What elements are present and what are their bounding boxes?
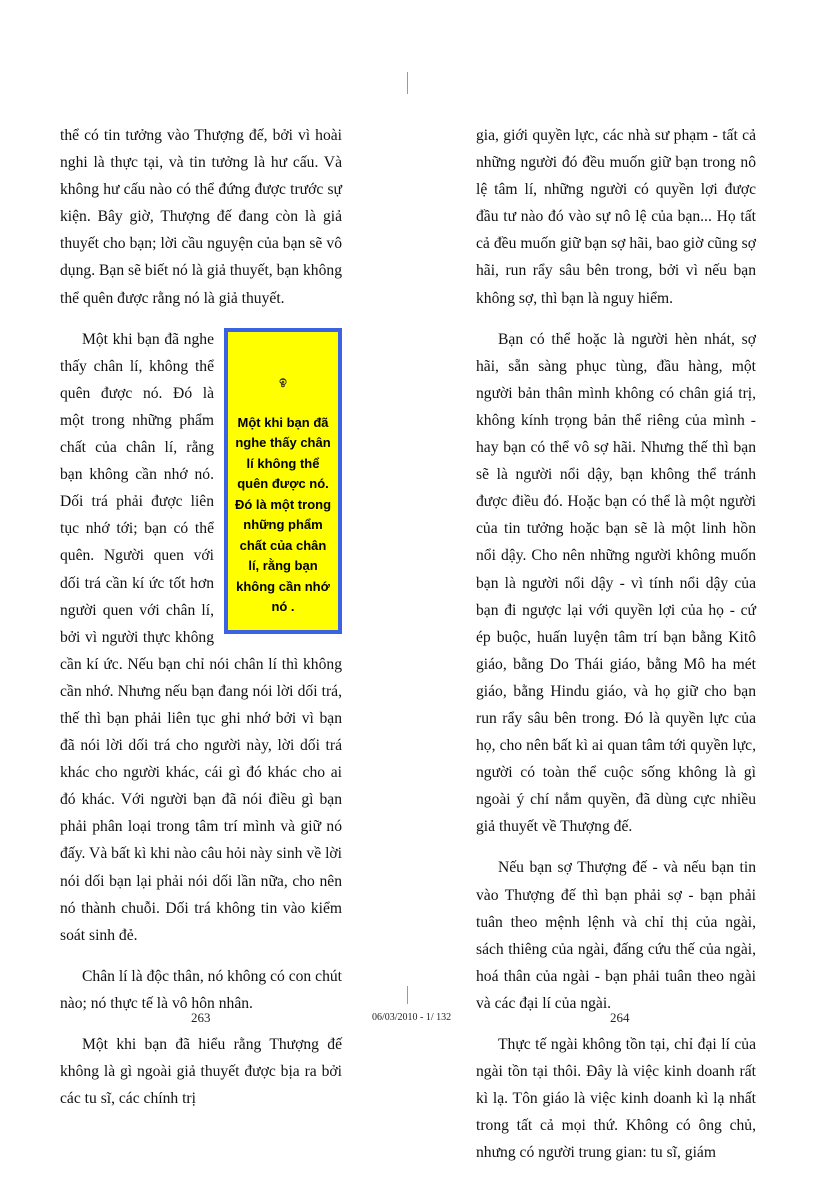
paragraph: thể có tin tưởng vào Thượng đế, bởi vì hoài nghi là thực tại, và tin tưởng là hư cấu. Và không hư cấu nào có thể đứng được trước sự kiện. Bây giờ, Thượng đế đang còn là giả thuyết cho bạn; lời cầu nguyện của bạn sẽ vô dụng. Bạn sẽ biết nó là giả thuyết, bạn không thể quên được rằng nó là giả thuyết. [60,127,342,307]
paragraph: Một khi bạn đã nghe thấy chân lí, không thể quên được nó. Đó là một trong những phẩm chất của chân lí, rằng bạn không cần nhớ nó. Dối trá phải được liên tục nhớ tới; bạn có thể quên. Người quen với dối trá cần kí ức tốt hơn người quen với chân lí, bởi vì người thực không cần kí ức. Nếu bạn chỉ nói chân lí thì không cần nhớ. Nhưng nếu bạn đang nói lời dối trá, thế thì bạn phải liên tục ghi nhớ bởi vì bạn đã nói lời dối trá cho người này, lời dối trá khác cho người khác, cái gì đó khác cho ai đó khác. Với người bạn đã nói điều gì bạn phải phân loại trong tâm trí mình và giữ nó đấy. Và bất kì khi nào câu hỏi này sinh về lời nói dối bạn lại phải nói dối lần nữa, cho nên nó thành chuỗi. Dối trá không tin vào kiểm soát sinh đẻ. [60,330,342,944]
paragraph: Một khi bạn đã hiểu rằng Thượng đế không là gì ngoài giả thuyết được bịa ra bởi các tu sĩ, các chính trị [60,1036,342,1108]
paragraph: Chân lí là độc thân, nó không có con chút nào; nó thực tế là vô hôn nhân. [60,967,342,1012]
paragraph: gia, giới quyền lực, các nhà sư phạm - tất cả những người đó đều muốn giữ bạn trong nô lệ tâm lí, những người có quyền lợi được đầu tư nào đó vào sự nô lệ của bạn... Họ tất cả đều muốn giữ bạn sợ hãi, bao giờ cũng sợ hãi, run rẩy sâu bên trong, bởi vì nếu bạn không sợ, thì bạn là nguy hiểm. [476,127,756,307]
paragraph: Thực tế ngài không tồn tại, chỉ đại lí của ngài tồn tại thôi. Đây là việc kinh doanh rất kì lạ. Tôn giáo là việc kinh doanh kì lạ nhất trong tất cả mọi thứ. Không có ông chủ, nhưng có người trung gian: tu sĩ, giám [476,1036,756,1162]
page-number-right: 264 [610,1010,630,1025]
paragraph: Nếu bạn sợ Thượng đế - và nếu bạn tin vào Thượng đế thì bạn phải sợ - bạn phải tuân theo mệnh lệnh và chỉ thị của ngài, sách thiêng của ngài, đấng cứu thế của ngài, hoá thân của ngài - bạn phải tuân theo ngài và các đại lí của ngài. [476,859,756,1012]
ornament-icon: ඉ [279,373,287,388]
page-divider-bottom [407,986,408,1004]
paragraph: Bạn có thể hoặc là người hèn nhát, sợ hãi, sẵn sàng phục tùng, đầu hàng, một người bản thân mình không có chân giá trị, không kính trọng bản thể riêng của mình - hay bạn có thể vô sợ hãi. Nhưng thế thì bạn sẽ là người nổi dậy, bạn không thể tránh được điều đó. Hoặc bạn có thể là một người của tin tưởng hoặc bạn sẽ là một linh hồn nổi dậy. Cho nên những người không muốn bạn là người nổi dậy - vì tính nổi dậy của bạn đi ngược lại với quyền lợi của họ - cứ ép buộc, huấn luyện tâm trí bạn bằng Kitô giáo, bằng Do Thái giáo, bằng Mô ha mét giáo, bằng Hindu giáo, và họ giữ cho bạn run rẩy sâu bên trong. Đó là quyền lực của họ, cho nên bất kì ai quan tâm tới quyền lực, người có toàn thể cuộc sống không là gì ngoài ý chí nắm quyền, đã dùng cực nhiều giả thuyết về Thượng đế. [476,330,756,836]
quote-text: Một khi bạn đã nghe thấy chân lí không thể quên được nó. Đó là một trong những phẩm chất của chân lí, rằng bạn không cần nhớ nó . [234,414,332,615]
quote-box [224,328,342,634]
page-number-left: 263 [191,1010,211,1025]
footer-date: 06/03/2010 - 1/ 132 [372,1012,452,1023]
left-page-column [60,122,342,1126]
page-divider-top [407,72,408,94]
